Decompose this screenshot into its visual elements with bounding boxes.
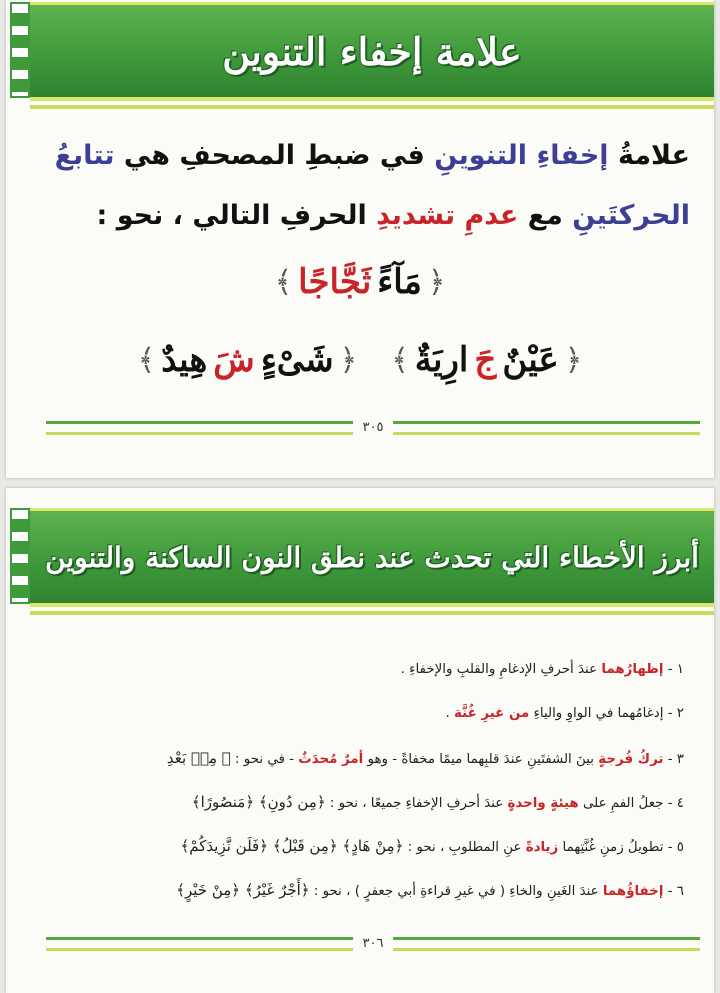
film-strip-decoration (10, 508, 30, 604)
item-text: إدغامُهما في الواوِ والياءِ (529, 706, 664, 721)
errors-list (20, 648, 684, 912)
item-text: عنِ المطلوبِ ، نحو : (403, 840, 526, 855)
example-word-highlight: ثَجَّاجًا (298, 262, 372, 302)
highlight-red: عدمِ تشديدِ (376, 200, 519, 231)
rule-line-1 (26, 126, 690, 186)
title-banner (30, 2, 714, 101)
ornate-bracket-open: ﴿ (427, 264, 446, 300)
list-item (20, 648, 684, 692)
rule-bar (46, 421, 353, 435)
ornate-bracket-open: ﴿ (564, 342, 583, 378)
item-text: بينَ الشفتَينِ عندَ قلبِهما ميمًا مخفاةً - وهو (363, 752, 599, 767)
ornate-bracket-open: ﴿ (339, 342, 358, 378)
item-number: ٦ - (663, 884, 684, 899)
example-word: عَيْنٌ (502, 340, 559, 380)
example-row-1 (26, 262, 694, 302)
example-word: شَىْءٍ (260, 340, 334, 380)
example-item (391, 340, 582, 380)
page-title: علامة إخفاء التنوين (222, 28, 522, 74)
text-segment: علامةُ (608, 140, 690, 171)
highlight-blue: إخفاءِ التنوينِ (434, 140, 609, 171)
film-strip-decoration (10, 2, 30, 98)
item-text: تطويلُ زمنِ غُنَّتِهما (558, 840, 664, 855)
ornate-bracket-close: ﴾ (391, 342, 409, 378)
item-number: ١ - (663, 662, 684, 677)
item-quran-example: ﴿ مِنۢ بَعْدِ (166, 749, 231, 767)
example-word: هِيدٌ (161, 340, 208, 380)
rule-bar (393, 937, 700, 951)
rule-line-2 (26, 186, 690, 246)
page-number: ٣٠٥ (362, 420, 384, 435)
rule-text (26, 126, 690, 246)
item-keyword: إخفاؤُهما (602, 884, 664, 899)
example-row-2 (26, 340, 694, 380)
item-text: - في نحو : (230, 752, 299, 767)
item-number: ٤ - (663, 796, 684, 811)
item-text: عندَ الغَينِ والخاءِ ( في غيرِ قراءةِ أبي جعفرٍ ) ، نحو : (309, 884, 603, 899)
item-text: عندَ أحرفِ الإخفاءِ جميعًا ، نحو : (325, 796, 508, 811)
example-item (138, 340, 358, 380)
page-306 (6, 488, 714, 993)
highlight-blue: الحركتَينِ (572, 200, 690, 231)
item-keyword: من غيرِ غُنَّة (453, 706, 530, 721)
item-keyword: إظهارُهما (601, 662, 664, 677)
text-segment: مع (518, 200, 573, 231)
item-quran-example: ﴿أَجْرٌ غَيْرُ﴾ ﴿مِنْ خَيْرٍ﴾ (176, 881, 310, 899)
item-quran-example: ﴿مِن دُونِ﴾ ﴿مَنصُورًا﴾ (191, 793, 326, 811)
page-number: ٣٠٦ (362, 936, 384, 951)
item-quran-example: ﴿مِنْ هَادٍ﴾ ﴿مِن قَبْلُ﴾ ﴿فَلَن نَّزِيدَكُمْ﴾ (180, 837, 404, 855)
example-item (275, 262, 446, 302)
item-keyword: هيئةٍ واحدةٍ (507, 796, 579, 811)
item-keyword: تركُ فُرجةٍ (598, 752, 664, 767)
list-item (20, 692, 684, 736)
example-word-highlight: شَ (213, 340, 255, 380)
example-word: ارِيَةٌ (414, 340, 469, 380)
text-segment: في ضبطِ المصحفِ هي (114, 140, 435, 171)
item-keyword: أمرٌ مُحدَثٌ (298, 752, 364, 767)
footer-rule (46, 420, 700, 435)
example-word-highlight: جَ (474, 340, 497, 380)
item-number: ٥ - (663, 840, 684, 855)
item-number: ٢ - (663, 706, 684, 721)
list-item (20, 868, 684, 912)
example-word: مَآءً (377, 262, 422, 302)
ornate-bracket-close: ﴾ (137, 342, 156, 378)
rule-bar (393, 421, 700, 435)
page-title: أبرز الأخطاء التي تحدث عند نطق النون الساكنة والتنوين (45, 540, 699, 574)
ornate-bracket-close: ﴾ (274, 264, 293, 300)
title-banner (30, 508, 714, 607)
list-item (20, 736, 684, 780)
list-item (20, 780, 684, 824)
item-text: عندَ أحرفِ الإدغامِ والقلبِ والإخفاءِ . (400, 662, 602, 677)
item-text: جعلُ الفمِ على (578, 796, 664, 811)
item-number: ٣ - (663, 752, 684, 767)
item-keyword: زيادةً (525, 840, 559, 855)
text-segment: الحرفِ التالي ، نحو : (96, 200, 377, 231)
list-item (20, 824, 684, 868)
footer-rule (46, 936, 700, 951)
highlight-blue: تتابعُ (54, 140, 115, 171)
item-text: . (445, 706, 454, 721)
page-305 (6, 0, 714, 478)
rule-bar (46, 937, 353, 951)
